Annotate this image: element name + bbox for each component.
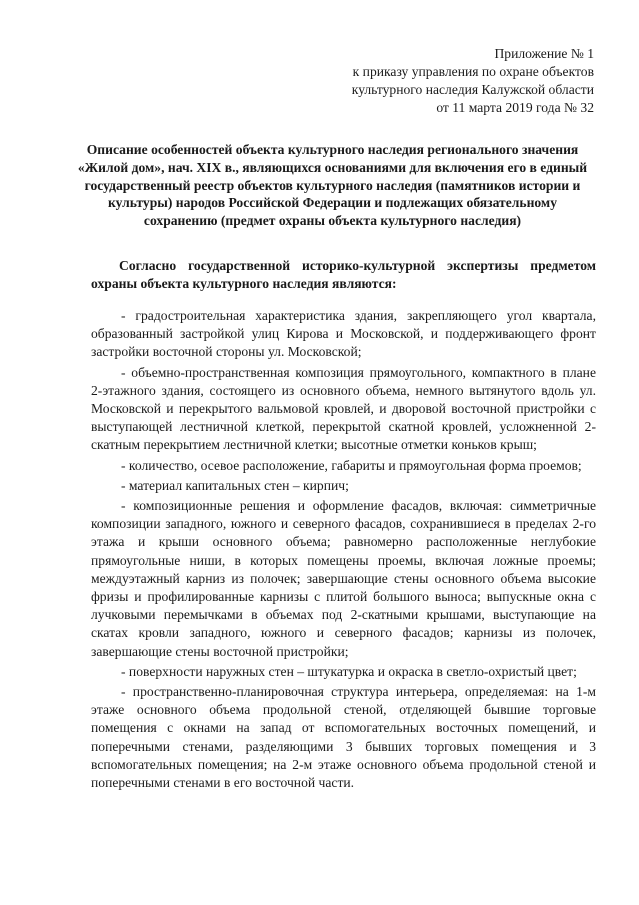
intro-paragraph: Согласно государственной историко-культурной экспертизы предметом охраны объекта культурного наследия являются: [91,258,596,291]
appendix-number: Приложение № 1 [494,46,594,61]
appendix-authority: культурного наследия Калужской области [351,82,594,97]
appendix-header [264,45,594,117]
list-item: - композиционные решения и оформление фасадов, включая: симметричные композиции западного, южного и северного фасадов, сохранившиеся в пределах 2-го этажа и крыши основного объема; равномерно расположенные неглубокие прямоугольные ниши, в которых помещены проемы, включая ложные проемы; междуэтажный карниз из полочек; завершающие стены основного объема высокие фризы и профилированные карнизы с плитой большого выноса; выпускные окна с лучковыми перемычками в объемах под 2-скатными крышами, выступающие на скатах кровли западного, южного и северного фасадов; карнизы из полочек, завершающие стены восточной пристройки; [91,498,596,659]
list-item: - градостроительная характеристика здания, закрепляющего угол квартала, образованный застройкой улиц Кирова и Московской, и поддерживающего фронт застройки восточной стороны ул. Московской; [91,308,596,360]
appendix-date: от 11 марта 2019 года № 32 [436,100,594,115]
list-item: - количество, осевое расположение, габариты и прямоугольная форма проемов; [121,457,582,473]
list-item: - материал капитальных стен – кирпич; [121,477,349,493]
document-title: Описание особенностей объекта культурного наследия регионального значения «Жилой дом», нач. XIX в., являющихся основаниями для включения его в единый государственный реестр объектов культурного наследия (памятников истории и культуры) народов Российской Федерации и подлежащих обязательному сохранению (предмет охраны объекта культурного наследия) [77,142,588,229]
protection-items-list [91,307,596,792]
list-item: - поверхности наружных стен – штукатурка и окраска в светло-охристый цвет; [121,663,577,679]
list-item: - объемно-пространственная композиция прямоугольного, компактного в плане 2-этажного здания, состоящего из основного объема, немного вытянутого вдоль ул. Московской и перекрытого вальмовой кровлей, и дворовой восточной пристройки с выступающей лестничной клеткой, перекрытой скатной кровлей, усложненной 2-скатным перекрытием лестничной клетки; высотные отметки коньков крыш; [91,364,596,453]
appendix-order-ref: к приказу управления по охране объектов [352,64,594,79]
list-item: - пространственно-планировочная структура интерьера, определяемая: на 1-м этаже основного объема продольной стеной, отделяющей бывшие торговые помещения с окнами на запад от вспомогательных восточных помещений, и поперечными стенами, разделяющими 3 бывших торговых помещения и 3 вспомогательных помещения; на 2-м этаже основного объема продольной стеной и поперечными стенами в его восточной части. [91,684,596,791]
